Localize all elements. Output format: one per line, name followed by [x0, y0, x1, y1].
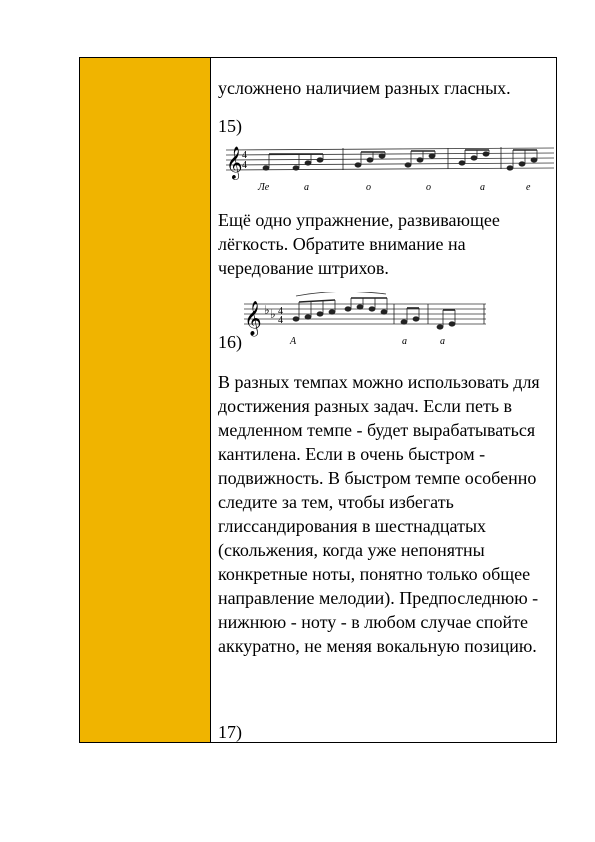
page-frame: [79, 57, 557, 743]
exercise-17-number: 17): [218, 722, 242, 742]
svg-text:♭: ♭: [264, 303, 270, 317]
svg-text:4: 4: [278, 306, 283, 317]
ex16-syllable: А: [290, 336, 297, 347]
ex16-syllable: а: [440, 336, 445, 347]
ex15-syllable: Ле: [258, 182, 270, 193]
exercise-16-number: 16): [218, 332, 242, 352]
svg-text:4: 4: [242, 150, 247, 161]
sidebar-band: [80, 58, 211, 742]
exercise-15-number: 15): [218, 116, 242, 136]
ex15-syllable: е: [526, 182, 531, 193]
treble-clef-icon: 𝄞: [244, 302, 262, 335]
ex15-syllable: о: [426, 182, 431, 193]
paragraph-exercise-16: В разных темпах можно использовать для достижения разных задач. Если петь в медленном темпе - будет вырабатываться кантилена. Если в очень быстром - подвижность. В быстром темпе особенно следите за тем, чтобы избегать глиссандирования в шестнадцатых (скольжения, когда уже непонятны конкретные ноты, понятно только общее направление мелодии). Предпоследнюю - нижнюю - ноту - в любом случае спойте аккуратно, не меняя вокальную позицию.: [218, 372, 540, 656]
ex16-syllable: а: [402, 336, 407, 347]
svg-text:♭: ♭: [270, 307, 276, 321]
ex15-syllable: о: [366, 182, 371, 193]
treble-clef-icon: 𝄞: [226, 148, 243, 179]
exercise-15-score: [218, 138, 554, 196]
intro-paragraph: усложнено наличием разных гласных.: [218, 78, 511, 98]
svg-text:4: 4: [278, 315, 283, 326]
paragraph-exercise-15: Ещё одно упражнение, развивающее лёгкость. Обратите внимание на чередование штрихов.: [218, 210, 500, 278]
ex15-syllable: а: [480, 182, 485, 193]
svg-text:4: 4: [242, 160, 247, 171]
ex15-syllable: а: [304, 182, 309, 193]
content-column: [218, 58, 554, 742]
